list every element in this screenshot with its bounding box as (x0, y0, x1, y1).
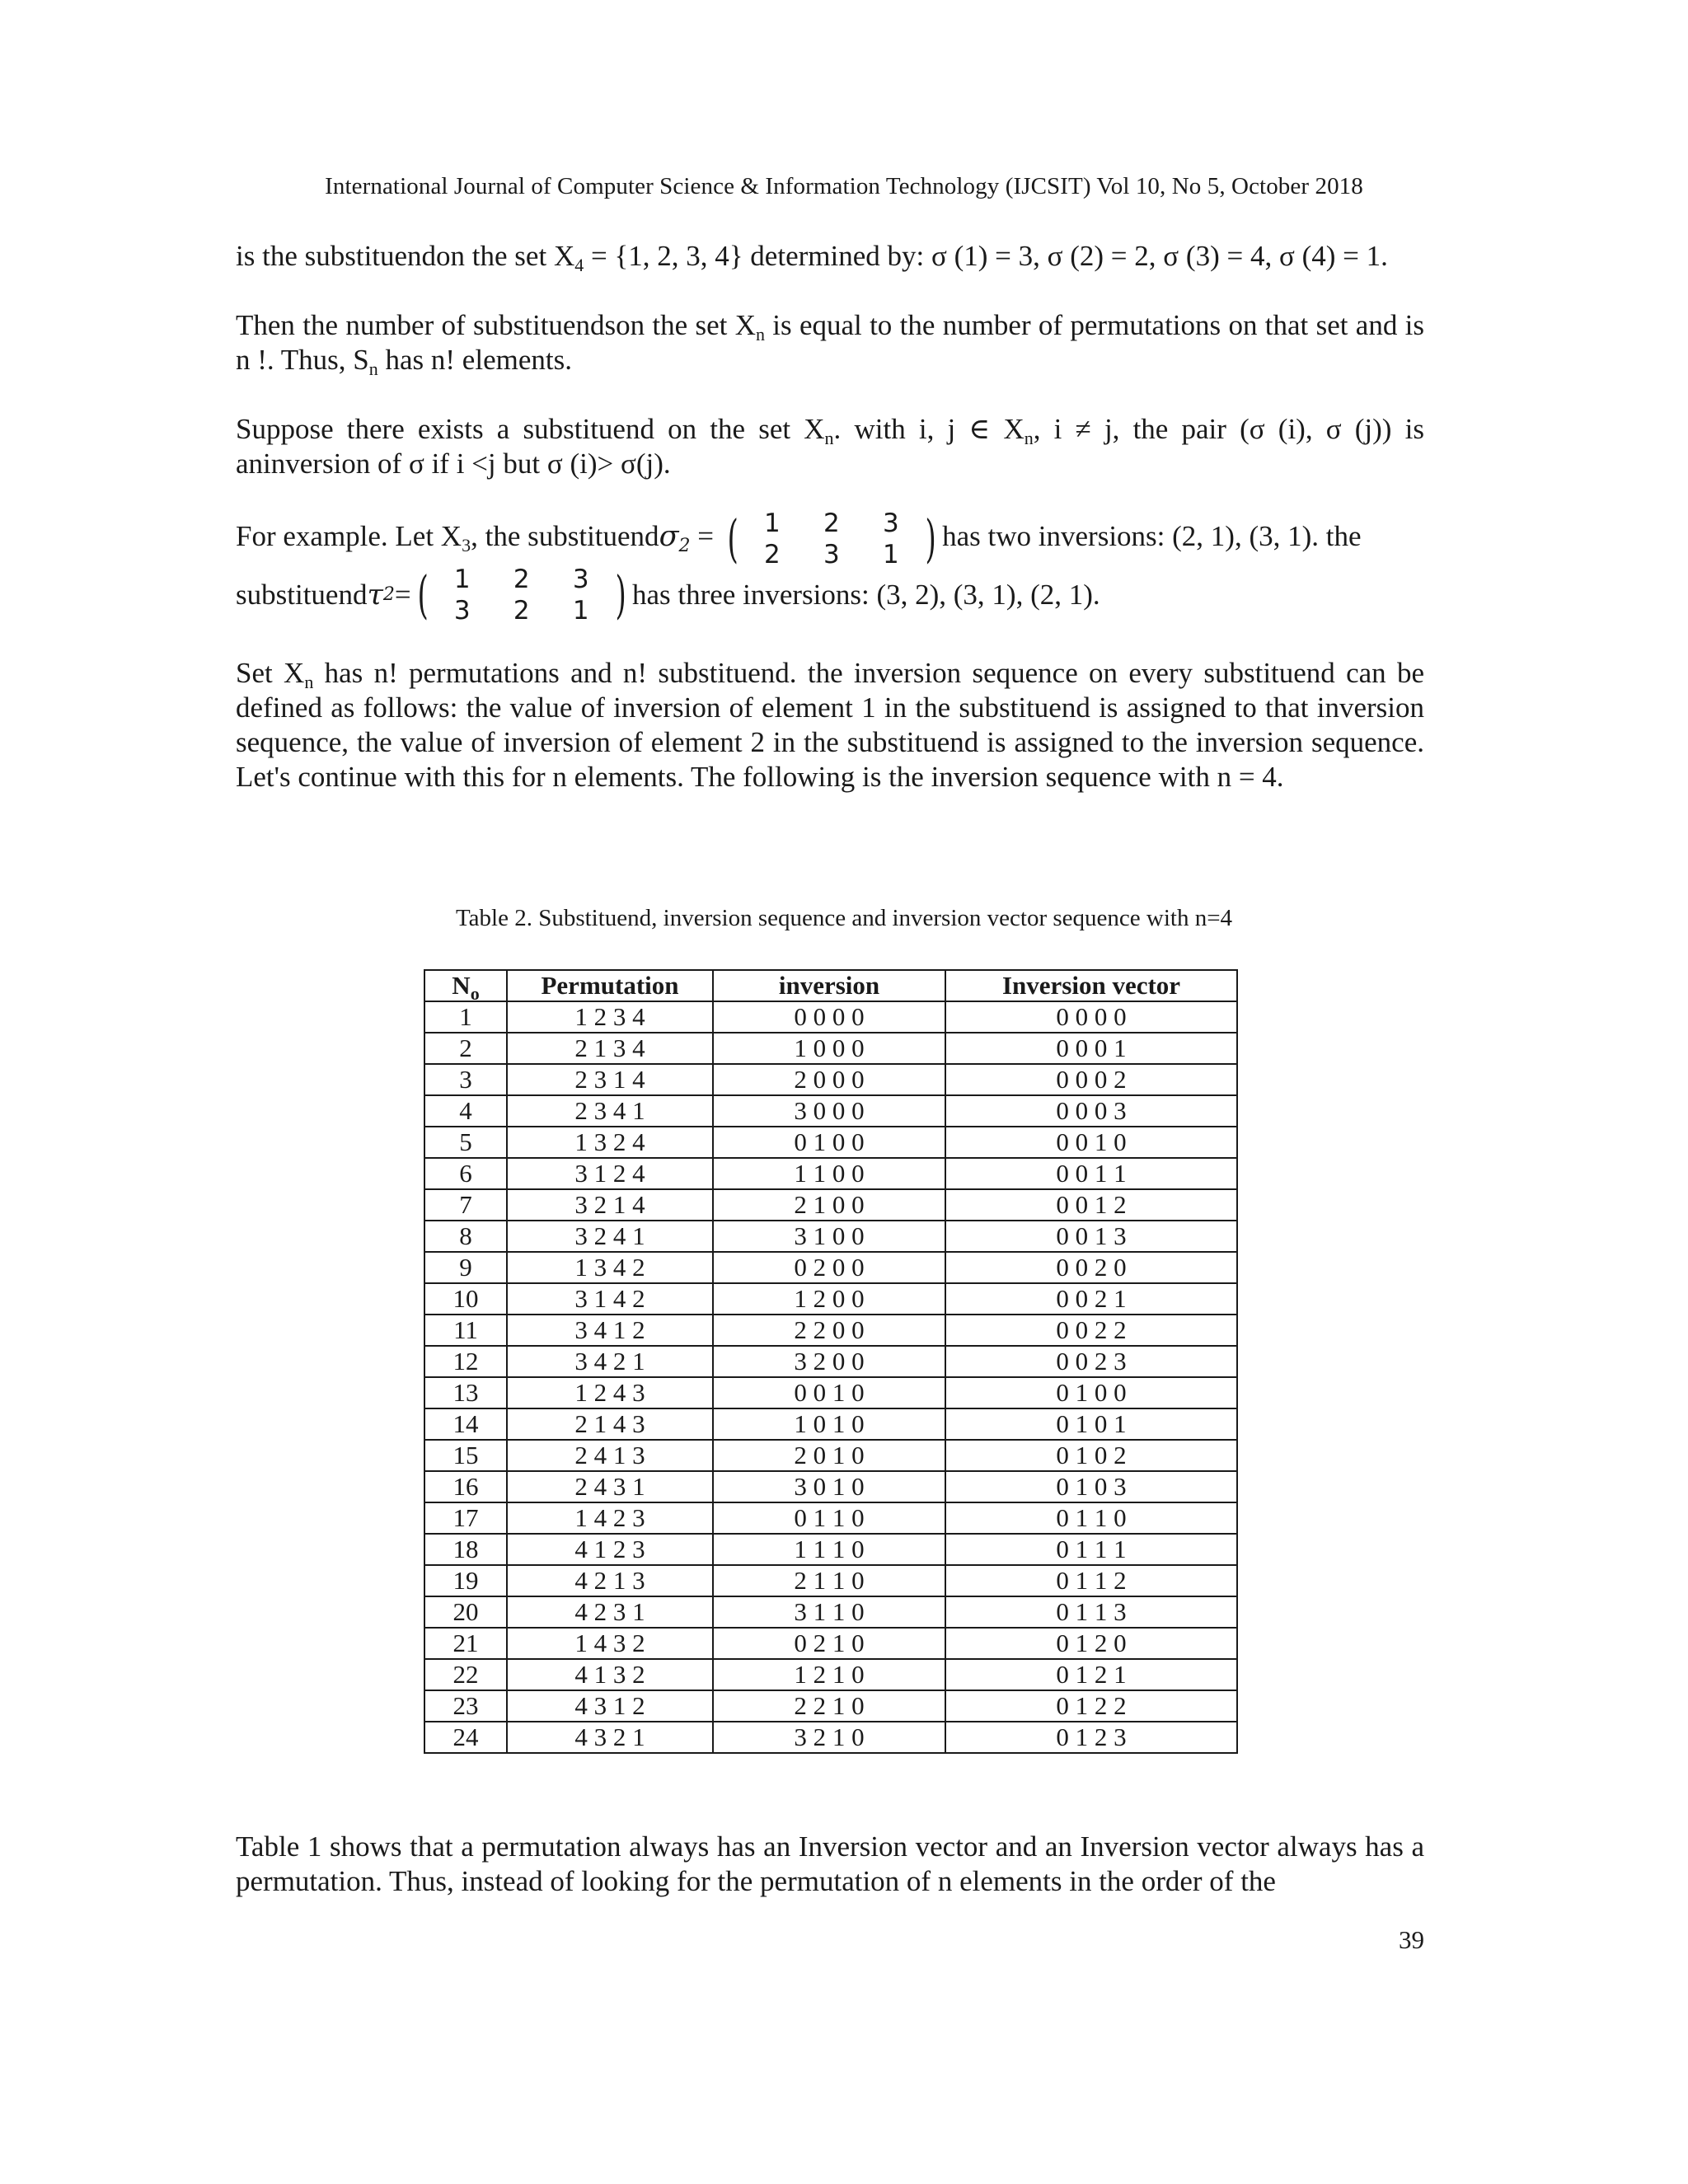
cell-inversion-vector: 0 1 1 3 (945, 1596, 1237, 1628)
cell-inversion: 3 0 0 0 (713, 1095, 945, 1127)
cell-inversion: 3 1 1 0 (713, 1596, 945, 1628)
table-row (424, 1033, 1237, 1064)
cell-no: 6 (424, 1158, 507, 1189)
table-row (424, 1690, 1237, 1722)
cell-inversion: 1 0 1 0 (713, 1408, 945, 1440)
cell-permutation: 4 2 1 3 (507, 1565, 713, 1596)
cell-inversion: 2 2 0 0 (713, 1315, 945, 1346)
cell-inversion-vector: 0 1 0 2 (945, 1440, 1237, 1471)
table-row (424, 1064, 1237, 1095)
cell-inversion-vector: 0 1 2 1 (945, 1659, 1237, 1690)
cell-inversion-vector: 0 1 2 2 (945, 1690, 1237, 1722)
table-row (424, 1158, 1237, 1189)
table-row (424, 1471, 1237, 1502)
cell-inversion-vector: 0 0 2 1 (945, 1283, 1237, 1315)
table-row (424, 1127, 1237, 1158)
cell-inversion-vector: 0 0 0 2 (945, 1064, 1237, 1095)
table-row (424, 1440, 1237, 1471)
cell-inversion-vector: 0 1 0 3 (945, 1471, 1237, 1502)
body-text (236, 239, 1424, 794)
table-header-row (424, 970, 1237, 1001)
cell-inversion: 3 0 1 0 (713, 1471, 945, 1502)
cell-permutation: 3 1 4 2 (507, 1283, 713, 1315)
cell-permutation: 2 3 1 4 (507, 1064, 713, 1095)
cell-permutation: 3 4 2 1 (507, 1346, 713, 1377)
paragraph-example (236, 509, 1424, 625)
table-row (424, 1408, 1237, 1440)
cell-inversion-vector: 0 0 1 0 (945, 1127, 1237, 1158)
cell-permutation: 3 2 1 4 (507, 1189, 713, 1221)
table-row (424, 1596, 1237, 1628)
cell-inversion: 0 0 0 0 (713, 1001, 945, 1033)
header-permutation: Permutation (507, 970, 713, 1001)
cell-permutation: 2 3 4 1 (507, 1095, 713, 1127)
cell-inversion-vector: 0 0 0 1 (945, 1033, 1237, 1064)
cell-permutation: 2 4 1 3 (507, 1440, 713, 1471)
table-body (424, 1001, 1237, 1753)
cell-no: 22 (424, 1659, 507, 1690)
cell-no: 12 (424, 1346, 507, 1377)
running-header: International Journal of Computer Science & Information Technology (IJCSIT) Vol 10, No 5, October 2018 (325, 173, 1363, 199)
cell-no: 13 (424, 1377, 507, 1408)
cell-no: 23 (424, 1690, 507, 1722)
cell-permutation: 1 2 3 4 (507, 1001, 713, 1033)
cell-inversion: 0 1 1 0 (713, 1502, 945, 1534)
page-number: 39 (1399, 1925, 1424, 1954)
cell-permutation: 3 4 1 2 (507, 1315, 713, 1346)
cell-inversion-vector: 0 1 0 1 (945, 1408, 1237, 1440)
cell-inversion-vector: 0 1 1 2 (945, 1565, 1237, 1596)
cell-permutation: 1 2 4 3 (507, 1377, 713, 1408)
table-row (424, 1628, 1237, 1659)
cell-no: 24 (424, 1722, 507, 1753)
table-row (424, 1377, 1237, 1408)
cell-no: 11 (424, 1315, 507, 1346)
cell-no: 21 (424, 1628, 507, 1659)
cell-no: 17 (424, 1502, 507, 1534)
table-row (424, 1189, 1237, 1221)
cell-inversion-vector: 0 1 1 0 (945, 1502, 1237, 1534)
table-row (424, 1722, 1237, 1753)
cell-no: 7 (424, 1189, 507, 1221)
cell-inversion-vector: 0 0 2 3 (945, 1346, 1237, 1377)
table-row (424, 1565, 1237, 1596)
cell-no: 2 (424, 1033, 507, 1064)
table-row (424, 1095, 1237, 1127)
table-row (424, 1252, 1237, 1283)
cell-permutation: 2 1 4 3 (507, 1408, 713, 1440)
inversion-table (424, 969, 1238, 1754)
cell-inversion-vector: 0 1 2 3 (945, 1722, 1237, 1753)
table-row (424, 1502, 1237, 1534)
cell-permutation: 1 3 2 4 (507, 1127, 713, 1158)
paragraph-conclusion: Table 1 shows that a permutation always has an Inversion vector and an Inversion vector always has a permutation. Thus, instead of looking for the permutation of n elements in the order of the (236, 1830, 1424, 1897)
table-row (424, 1221, 1237, 1252)
table-caption: Table 2. Substituend, inversion sequence and inversion vector sequence with n=4 (455, 905, 1233, 931)
matrix-sigma: ( 1 2 3 2 3 1 ) (727, 509, 936, 569)
cell-permutation: 3 2 4 1 (507, 1221, 713, 1252)
cell-inversion: 3 2 1 0 (713, 1722, 945, 1753)
cell-inversion-vector: 0 0 2 2 (945, 1315, 1237, 1346)
cell-inversion-vector: 0 0 1 1 (945, 1158, 1237, 1189)
cell-inversion: 1 0 0 0 (713, 1033, 945, 1064)
table-row (424, 1346, 1237, 1377)
table-row (424, 1315, 1237, 1346)
cell-permutation: 3 1 2 4 (507, 1158, 713, 1189)
cell-no: 3 (424, 1064, 507, 1095)
matrix-tau: ( 1 2 3 3 2 1 ) (417, 565, 626, 626)
cell-permutation: 1 4 2 3 (507, 1502, 713, 1534)
cell-permutation: 2 4 3 1 (507, 1471, 713, 1502)
cell-permutation: 4 2 3 1 (507, 1596, 713, 1628)
cell-inversion-vector: 0 1 1 1 (945, 1534, 1237, 1565)
cell-permutation: 1 3 4 2 (507, 1252, 713, 1283)
cell-permutation: 2 1 3 4 (507, 1033, 713, 1064)
cell-permutation: 1 4 3 2 (507, 1628, 713, 1659)
cell-inversion: 2 1 0 0 (713, 1189, 945, 1221)
cell-no: 14 (424, 1408, 507, 1440)
cell-permutation: 4 1 2 3 (507, 1534, 713, 1565)
paragraph-inversion-sequence: Set $X_n$ has n! permutations and n! substituend. the inversion sequence on every substituend can be defined as follows: the value of inversion of element 1 in the substituend is assigned to that inversion sequence, the value of inversion of element 2 in the substituend is assigned to the inversion sequence. Let's continue with this for n elements. The following is the inversion sequence with n = 4. (236, 657, 1425, 793)
cell-inversion-vector: 0 0 2 0 (945, 1252, 1237, 1283)
cell-no: 4 (424, 1095, 507, 1127)
cell-inversion-vector: 0 0 0 3 (945, 1095, 1237, 1127)
paragraph-substitution-definition: is the substituendon the set $X_4 = \{1$, 2, 3, 4} determined by: σ (1) = 3, σ (2) = 2, σ (3) = 4, σ (4) = 1. (236, 240, 1388, 275)
cell-no: 8 (424, 1221, 507, 1252)
paragraph-permutation-count: Then the number of substituendson the set $X_n$ is equal to the number of permutations on that set and is n !. Thus, $S_n$ has n! elements. (236, 309, 1424, 379)
cell-permutation: 4 3 1 2 (507, 1690, 713, 1722)
table-row (424, 1534, 1237, 1565)
cell-inversion: 1 2 0 0 (713, 1283, 945, 1315)
cell-inversion-vector: 0 0 0 0 (945, 1001, 1237, 1033)
cell-inversion: 1 1 1 0 (713, 1534, 945, 1565)
cell-no: 5 (424, 1127, 507, 1158)
cell-inversion: 2 2 1 0 (713, 1690, 945, 1722)
cell-inversion-vector: 0 1 0 0 (945, 1377, 1237, 1408)
cell-no: 16 (424, 1471, 507, 1502)
cell-inversion: 0 2 1 0 (713, 1628, 945, 1659)
cell-permutation: 4 1 3 2 (507, 1659, 713, 1690)
example-line-sigma: For example. Let $X_3$, the substituendσ$_2$ = ( 1 2 3 2 3 1 ) has two inversions: (2, 1), (3, 1). the (236, 509, 1362, 569)
cell-inversion-vector: 0 1 2 0 (945, 1628, 1237, 1659)
cell-inversion: 2 1 1 0 (713, 1565, 945, 1596)
header-inversion: inversion (713, 970, 945, 1001)
cell-permutation: 4 3 2 1 (507, 1722, 713, 1753)
cell-inversion: 2 0 0 0 (713, 1064, 945, 1095)
cell-no: 1 (424, 1001, 507, 1033)
cell-inversion: 0 1 0 0 (713, 1127, 945, 1158)
cell-inversion: 1 1 0 0 (713, 1158, 945, 1189)
table-row (424, 1001, 1237, 1033)
table-row (424, 1659, 1237, 1690)
cell-no: 20 (424, 1596, 507, 1628)
cell-inversion-vector: 0 0 1 3 (945, 1221, 1237, 1252)
cell-inversion-vector: 0 0 1 2 (945, 1189, 1237, 1221)
table-row (424, 1283, 1237, 1315)
cell-no: 18 (424, 1534, 507, 1565)
cell-inversion: 1 2 1 0 (713, 1659, 945, 1690)
tau-symbol: τ (367, 579, 383, 612)
sigma-symbol: σ (659, 520, 679, 554)
cell-inversion: 2 0 1 0 (713, 1440, 945, 1471)
paragraph-inversion-definition: Suppose there exists a substituend on the set $X_n$. with i, j ∈ $X_n$, i ≠ j, the pair (σ (i), σ (j)) is aninversion of σ if i <j but σ (i)> σ(j). (236, 413, 1424, 480)
example-line-tau: substituend τ 2 = ( 1 2 3 3 2 1 ) has three inversions: (3, 2), (3, 1), (2, 1). (236, 565, 1100, 626)
header-no: $N_o$ (424, 970, 507, 1001)
header-inversion-vector: Inversion vector (945, 970, 1237, 1001)
cell-no: 9 (424, 1252, 507, 1283)
cell-inversion: 0 0 1 0 (713, 1377, 945, 1408)
cell-no: 10 (424, 1283, 507, 1315)
cell-inversion: 0 2 0 0 (713, 1252, 945, 1283)
cell-inversion: 3 1 0 0 (713, 1221, 945, 1252)
cell-no: 19 (424, 1565, 507, 1596)
cell-no: 15 (424, 1440, 507, 1471)
cell-inversion: 3 2 0 0 (713, 1346, 945, 1377)
